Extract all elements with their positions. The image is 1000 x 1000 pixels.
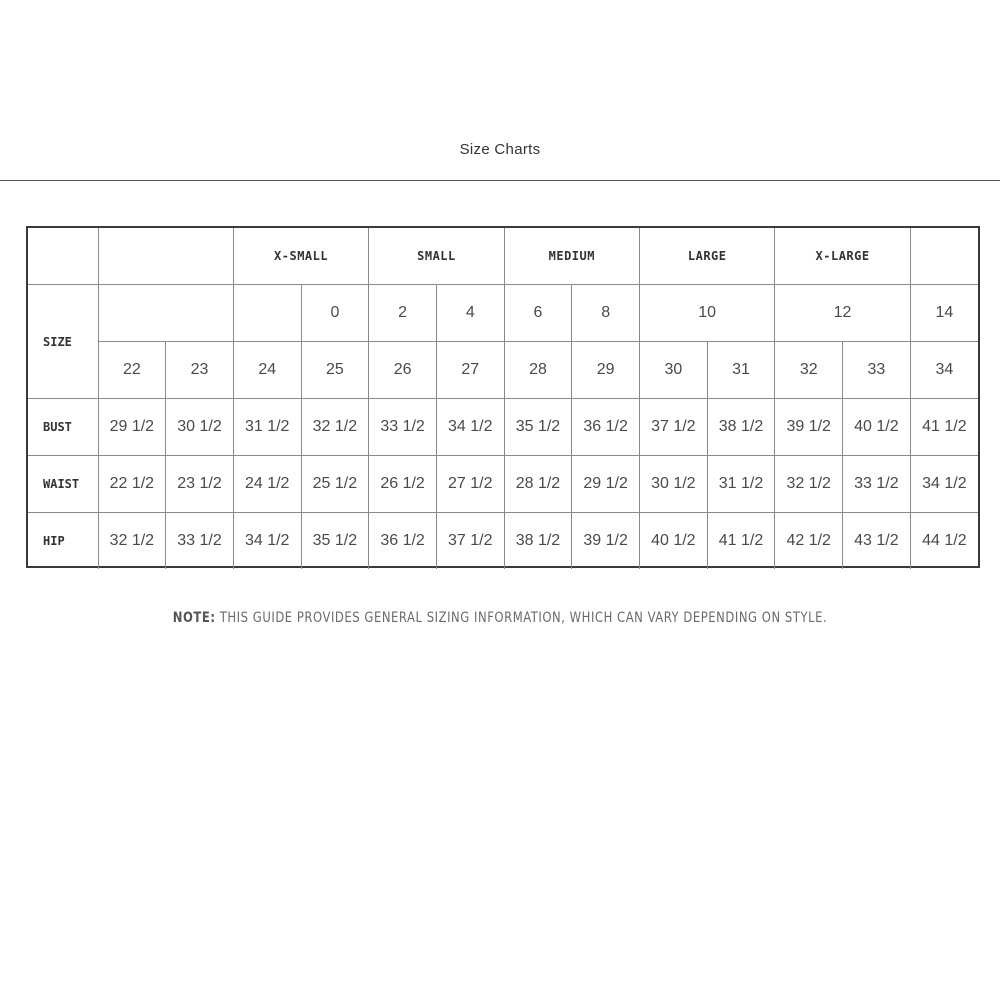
us-size-row (28, 285, 978, 342)
group-medium: MEDIUM (504, 228, 639, 285)
size-group-row (28, 228, 978, 285)
blank-group-cell (910, 228, 978, 285)
title-divider (0, 180, 1000, 181)
bust-cell: 39 1/2 (775, 399, 843, 456)
numeric-size-cell: 30 (640, 342, 708, 399)
us-size-cell: 4 (436, 285, 504, 342)
blank-size-cell (233, 285, 301, 342)
waist-row (28, 456, 978, 513)
hip-cell: 42 1/2 (775, 513, 843, 570)
us-size-cell: 12 (775, 285, 910, 342)
hip-cell: 41 1/2 (707, 513, 775, 570)
waist-cell: 24 1/2 (233, 456, 301, 513)
page-title: Size Charts (459, 141, 541, 158)
bust-cell: 36 1/2 (572, 399, 640, 456)
numeric-size-cell: 32 (775, 342, 843, 399)
waist-cell: 28 1/2 (504, 456, 572, 513)
corner-cell (28, 228, 98, 285)
bust-cell: 34 1/2 (436, 399, 504, 456)
row-label-waist: WAIST (28, 456, 98, 513)
waist-cell: 26 1/2 (369, 456, 437, 513)
hip-cell: 40 1/2 (640, 513, 708, 570)
waist-cell: 25 1/2 (301, 456, 369, 513)
bust-cell: 29 1/2 (98, 399, 166, 456)
bust-cell: 41 1/2 (910, 399, 978, 456)
hip-cell: 43 1/2 (843, 513, 911, 570)
us-size-cell: 6 (504, 285, 572, 342)
note-text: THIS GUIDE PROVIDES GENERAL SIZING INFORMATION, WHICH CAN VARY DEPENDING ON STYLE. (215, 610, 828, 626)
row-label-hip: HIP (28, 513, 98, 570)
hip-cell: 44 1/2 (910, 513, 978, 570)
numeric-size-cell: 26 (369, 342, 437, 399)
hip-cell: 33 1/2 (166, 513, 234, 570)
hip-cell: 34 1/2 (233, 513, 301, 570)
numeric-size-cell: 29 (572, 342, 640, 399)
numeric-size-cell: 33 (843, 342, 911, 399)
size-chart-table-frame (26, 226, 980, 568)
us-size-cell: 14 (910, 285, 978, 342)
waist-cell: 22 1/2 (98, 456, 166, 513)
hip-cell: 38 1/2 (504, 513, 572, 570)
numeric-size-cell: 34 (910, 342, 978, 399)
waist-cell: 27 1/2 (436, 456, 504, 513)
waist-cell: 34 1/2 (910, 456, 978, 513)
waist-cell: 30 1/2 (640, 456, 708, 513)
row-label-size: SIZE (28, 285, 98, 399)
numeric-size-cell: 31 (707, 342, 775, 399)
note-label: NOTE: (172, 610, 216, 626)
bust-cell: 33 1/2 (369, 399, 437, 456)
us-size-cell: 8 (572, 285, 640, 342)
bust-cell: 38 1/2 (707, 399, 775, 456)
numeric-size-cell: 25 (301, 342, 369, 399)
waist-cell: 31 1/2 (707, 456, 775, 513)
bust-cell: 31 1/2 (233, 399, 301, 456)
hip-cell: 36 1/2 (369, 513, 437, 570)
blank-size-cell (98, 285, 233, 342)
waist-cell: 33 1/2 (843, 456, 911, 513)
group-x-small: X-SMALL (233, 228, 368, 285)
hip-cell: 39 1/2 (572, 513, 640, 570)
numeric-size-cell: 22 (98, 342, 166, 399)
bust-cell: 40 1/2 (843, 399, 911, 456)
us-size-cell: 0 (301, 285, 369, 342)
us-size-cell: 2 (369, 285, 437, 342)
blank-group-cell (98, 228, 233, 285)
numeric-size-cell: 24 (233, 342, 301, 399)
waist-cell: 23 1/2 (166, 456, 234, 513)
hip-cell: 37 1/2 (436, 513, 504, 570)
hip-row (28, 513, 978, 570)
hip-cell: 35 1/2 (301, 513, 369, 570)
bust-cell: 37 1/2 (640, 399, 708, 456)
group-large: LARGE (640, 228, 775, 285)
size-chart-table (28, 228, 978, 569)
group-x-large: X-LARGE (775, 228, 910, 285)
sizing-note (40, 610, 960, 626)
numeric-size-row (28, 342, 978, 399)
bust-cell: 35 1/2 (504, 399, 572, 456)
group-small: SMALL (369, 228, 504, 285)
waist-cell: 32 1/2 (775, 456, 843, 513)
waist-cell: 29 1/2 (572, 456, 640, 513)
bust-row (28, 399, 978, 456)
bust-cell: 32 1/2 (301, 399, 369, 456)
us-size-cell: 10 (640, 285, 775, 342)
row-label-bust: BUST (28, 399, 98, 456)
hip-cell: 32 1/2 (98, 513, 166, 570)
numeric-size-cell: 27 (436, 342, 504, 399)
numeric-size-cell: 28 (504, 342, 572, 399)
bust-cell: 30 1/2 (166, 399, 234, 456)
numeric-size-cell: 23 (166, 342, 234, 399)
